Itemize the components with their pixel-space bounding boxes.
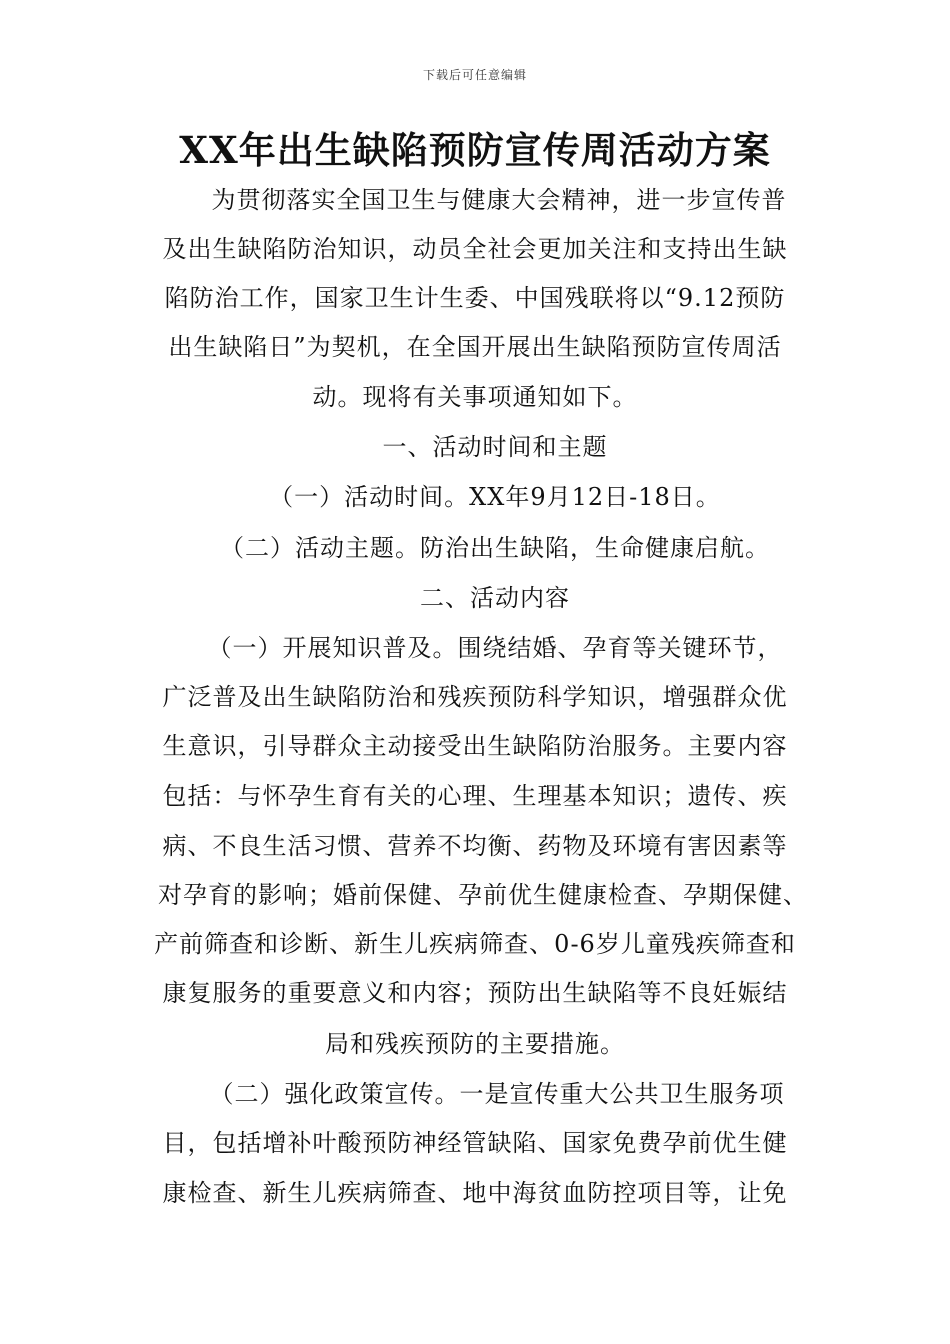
section-heading-2: 二、活动内容 xyxy=(420,584,570,612)
body-line-12: 生意识，引导群众主动接受出生缺陷防治服务。主要内容 xyxy=(162,732,788,760)
body-line-5: 动。现将有关事项通知如下。 xyxy=(312,383,638,411)
body-line-14: 病、不良生活习惯、营养不均衡、药物及环境有害因素等 xyxy=(162,832,788,860)
body-line-21: 康检查、新生儿疾病筛查、地中海贫血防控项目等，让免 xyxy=(162,1179,788,1207)
header-note: 下载后可任意编辑 xyxy=(422,68,527,82)
body-line-20: 目，包括增补叶酸预防神经管缺陷、国家免费孕前优生健 xyxy=(162,1129,788,1157)
body-line-17: 康复服务的重要意义和内容；预防出生缺陷等不良妊娠结 xyxy=(162,979,788,1007)
document-title: XX年出生缺陷预防宣传周活动方案 xyxy=(179,128,771,172)
body-line-16: 产前筛查和诊断、新生儿疾病筛查、0-6岁儿童残疾筛查和 xyxy=(154,930,796,958)
section-heading-1: 一、活动时间和主题 xyxy=(382,433,608,461)
body-line-3: 陷防治工作，国家卫生计生委、中国残联将以“9.12预防 xyxy=(164,284,786,312)
body-line-11: 广泛普及出生缺陷防治和残疾预防科学知识，增强群众优 xyxy=(162,683,788,711)
body-line-1: 为贯彻落实全国卫生与健康大会精神，进一步宣传普 xyxy=(211,186,787,214)
body-line-2: 及出生缺陷防治知识，动员全社会更加关注和支持出生缺 xyxy=(162,235,788,263)
body-line-8: （二）活动主题。防治出生缺陷，生命健康启航。 xyxy=(220,534,770,562)
body-line-13: 包括：与怀孕生育有关的心理、生理基本知识；遗传、疾 xyxy=(162,782,788,810)
body-line-18: 局和残疾预防的主要措施。 xyxy=(325,1030,625,1058)
body-line-15: 对孕育的影响；婚前保健、孕前优生健康检查、孕期保健、 xyxy=(158,881,808,909)
body-line-19: （二）强化政策宣传。一是宣传重大公共卫生服务项 xyxy=(209,1080,785,1108)
body-line-7: （一）活动时间。XX年9月12日-18日。 xyxy=(269,483,721,511)
body-line-4: 出生缺陷日”为契机，在全国开展出生缺陷预防宣传周活 xyxy=(168,333,782,361)
body-line-10: （一）开展知识普及。围绕结婚、孕育等关键环节， xyxy=(207,634,783,662)
